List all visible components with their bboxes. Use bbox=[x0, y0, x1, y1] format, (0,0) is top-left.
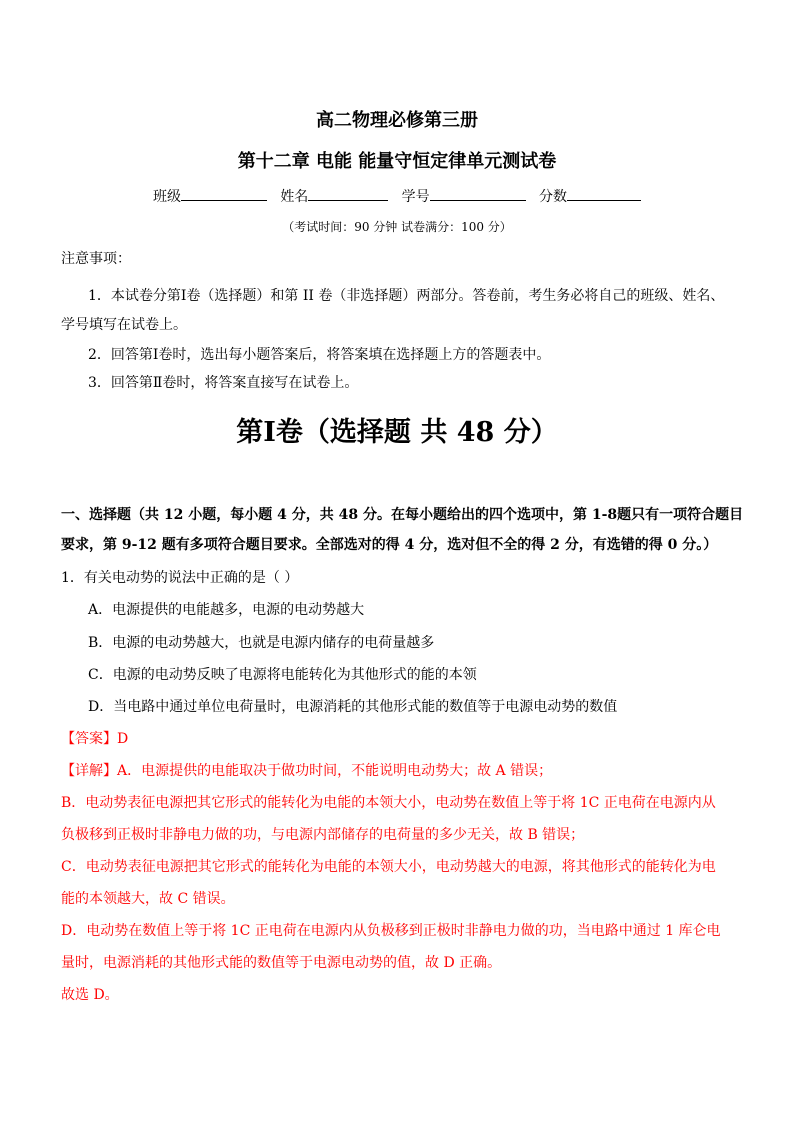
notice-item-3: 3．回答第Ⅱ卷时，将答案直接写在试卷上。 bbox=[88, 375, 359, 391]
explanation-line-3: 负极移到正极时非静电力做的功，与电源内部储存的电荷量的多少无关，故 B 错误； bbox=[61, 827, 585, 843]
question-1-option-c: C．电源的电动势反映了电源将电能转化为其他形式的能的本领 bbox=[88, 667, 477, 683]
question-1-option-d: D．当电路中通过单位电荷量时，电源消耗的其他形式能的数值等于电源电动势的数值 bbox=[88, 699, 618, 715]
question-1-option-a: A．电源提供的电能越多，电源的电动势越大 bbox=[88, 602, 365, 618]
name-field[interactable] bbox=[308, 186, 388, 201]
explanation-line-2: B．电动势表征电源把其它形式的能转化为电能的本领大小，电动势在数值上等于将 1C 正电荷在电源内从 bbox=[61, 795, 716, 811]
explanation-line-7: 量时，电源消耗的其他形式能的数值等于电源电动势的值，故 D 正确。 bbox=[61, 955, 502, 971]
score-label: 分数 bbox=[539, 189, 568, 205]
explanation-line-5: 能的本领越大，故 C 错误。 bbox=[61, 891, 235, 907]
notice-item-1: 1．本试卷分第Ⅰ卷（选择题）和第 II 卷（非选择题）两部分。答卷前，考生务必将自己的班级、姓名、 bbox=[88, 288, 725, 304]
notice-item-1-cont: 学号填写在试卷上。 bbox=[61, 317, 187, 333]
student-info-row bbox=[0, 186, 794, 206]
name-label: 姓名 bbox=[280, 189, 309, 205]
exam-title: 高二物理必修第三册 bbox=[316, 110, 478, 131]
exam-subtitle: 第十二章 电能 能量守恒定律单元测试卷 bbox=[237, 151, 557, 172]
explanation-line-1: 【详解】A．电源提供的电能取决于做功时间，不能说明电动势大；故 A 错误； bbox=[61, 763, 553, 779]
exam-time-note: （考试时间：90 分钟 试卷满分：100 分） bbox=[282, 220, 512, 234]
explanation-line-4: C．电动势表征电源把其它形式的能转化为电能的本领大小，电动势越大的电源，将其他形式的能转化为电 bbox=[61, 859, 716, 875]
id-field[interactable] bbox=[430, 186, 526, 201]
notice-title: 注意事项： bbox=[61, 251, 131, 267]
question-1-stem: 1．有关电动势的说法中正确的是（ ） bbox=[61, 570, 299, 586]
answer-line: 【答案】D bbox=[61, 731, 129, 747]
section-title: 第Ⅰ卷（选择题 共 48 分） bbox=[236, 417, 558, 448]
id-label: 学号 bbox=[401, 189, 430, 205]
part1-instructions-line1: 一、选择题（共 12 小题，每小题 4 分，共 48 分。在每小题给出的四个选项中，第 1-8题只有一项符合题目 bbox=[61, 507, 744, 523]
explanation-line-6: D．电动势在数值上等于将 1C 正电荷在电源内从负极移到正极时非静电力做的功，当电路中通过 1 库仑电 bbox=[61, 923, 721, 939]
class-label: 班级 bbox=[152, 189, 181, 205]
conclusion-line: 故选 D。 bbox=[61, 987, 119, 1003]
part1-instructions-line2: 要求，第 9-12 题有多项符合题目要求。全部选对的得 4 分，选对但不全的得 2 分，有选错的得 0 分。） bbox=[61, 537, 718, 553]
question-1-option-b: B．电源的电动势越大，也就是电源内储存的电荷量越多 bbox=[88, 635, 435, 651]
class-field[interactable] bbox=[181, 186, 267, 201]
notice-item-2: 2．回答第Ⅰ卷时，选出每小题答案后，将答案填在选择题上方的答题表中。 bbox=[88, 347, 551, 363]
score-field[interactable] bbox=[567, 186, 641, 201]
